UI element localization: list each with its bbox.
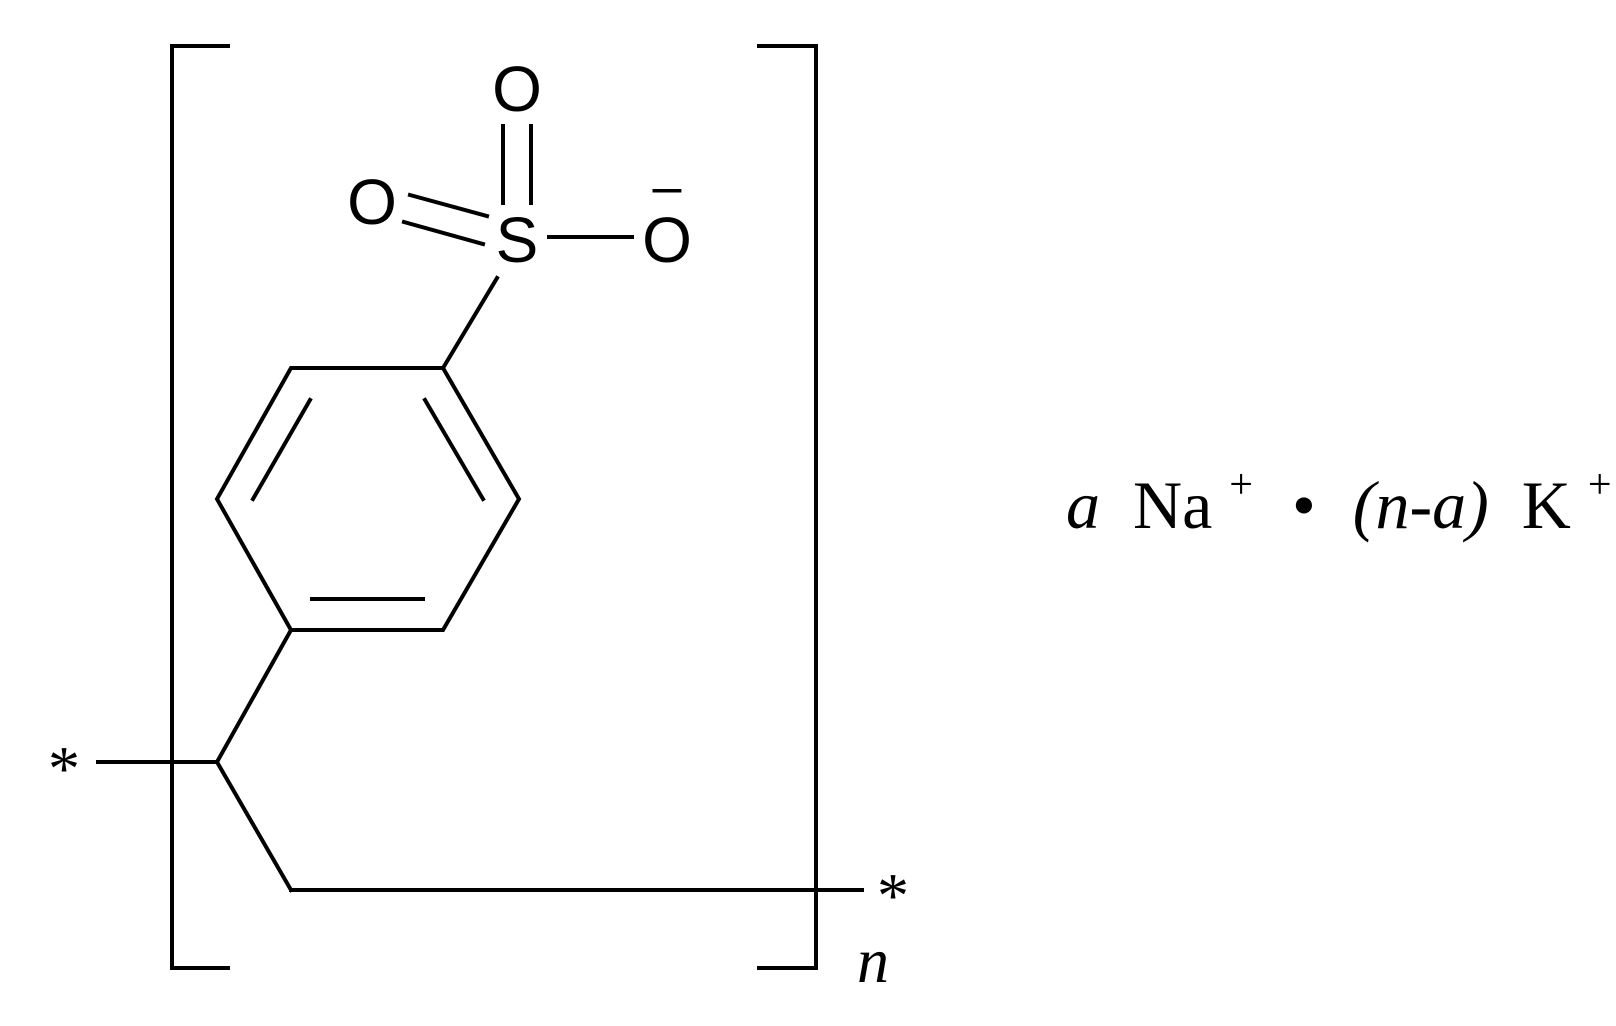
oxygen-left-atom: O (347, 166, 397, 238)
potassium-symbol: K (1521, 467, 1571, 543)
coefficient-n-minus-a: (n-a) (1352, 467, 1489, 543)
coefficient-a: a (1066, 467, 1100, 543)
backbone-bond-ch-ch2 (217, 762, 291, 890)
sodium-charge: + (1229, 462, 1253, 508)
left-end-group: * (48, 733, 80, 804)
right-bracket (759, 46, 816, 968)
negative-charge: – (652, 158, 682, 216)
ring-attachment-bond (217, 630, 291, 762)
sodium-symbol: Na (1133, 467, 1213, 543)
oxygen-top-atom: O (492, 53, 542, 125)
s-o-left-double-bond-b (404, 222, 483, 244)
s-o-left-double-bond-a (410, 195, 487, 216)
bullet-separator: • (1291, 467, 1316, 543)
benzene-ring (217, 368, 519, 630)
ring-double-bond-upper-right (425, 400, 483, 499)
carbon-sulfur-bond (443, 278, 497, 368)
sulfur-atom: S (495, 204, 539, 276)
oxygen-right-atom: O (642, 204, 692, 276)
potassium-charge: + (1587, 462, 1612, 508)
repeat-subscript: n (857, 925, 889, 996)
ring-double-bond-upper-left (253, 400, 310, 499)
right-end-group: * (877, 860, 909, 931)
counter-ion-formula (1066, 437, 1612, 543)
